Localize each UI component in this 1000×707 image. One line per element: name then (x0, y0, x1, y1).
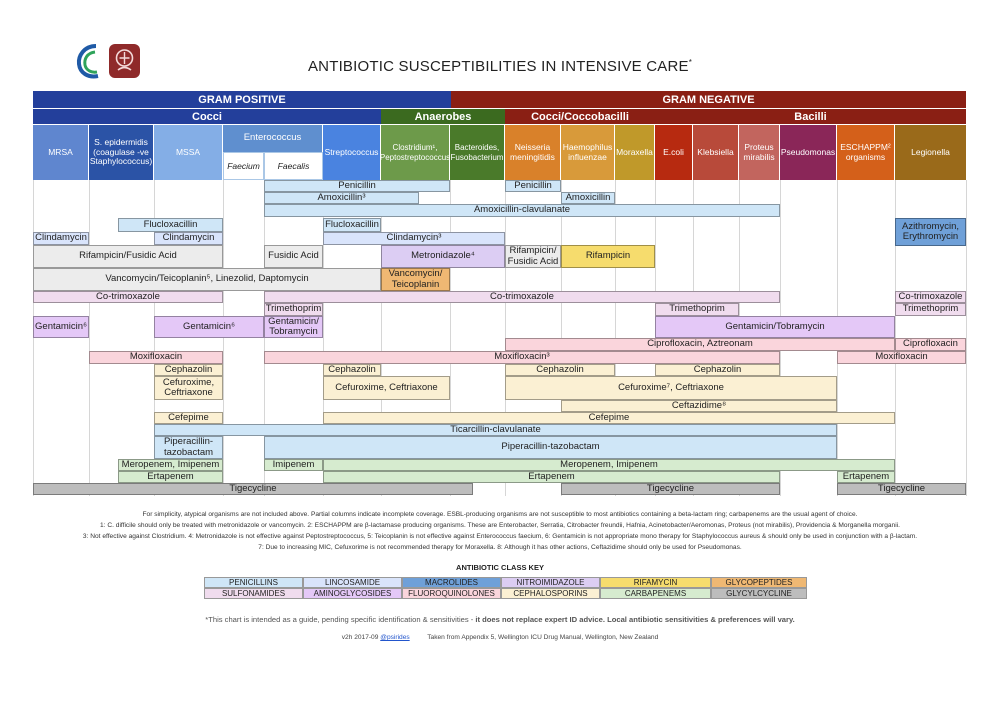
organism-pseudomonas: Pseudomonas (780, 125, 837, 180)
footnote-1-2: 1: C. difficile should only be treated with metronidazole or vancomycin. 2: ESCHAPPM are β-lactamase producing organisms. These are Enterobacter, Serratia, Citrobacter freundii, Hafnia, Acinetobacter/Aeromonas, Proteus (not mirabilis), Providencia & Morganella morganii. (100, 522, 900, 529)
key-macrolides: MACROLIDES (402, 577, 501, 588)
bar-rifampicin-fusidic-acid: Rifampicin/ Fusidic Acid (505, 245, 561, 268)
bar-meropenem-imipenem: Meropenem, Imipenem (323, 459, 895, 471)
bar-gentamicin: Gentamicin⁶ (154, 316, 264, 338)
bar-cephazolin: Cephazolin (154, 364, 223, 376)
organism-s-epidermidis: S. epidermidis (coagulase -ve Staphylococcus) (89, 125, 154, 180)
header-bacilli: Bacilli (655, 109, 966, 124)
organism-faecium: Faecium (223, 152, 264, 180)
bar-cefepime: Cefepime (323, 412, 895, 424)
bar-co-trimoxazole: Co-trimoxazole (895, 291, 966, 303)
organism-neisseria: Neisseria meningitidis (505, 125, 561, 180)
bar-cefuroxime-ceftriaxone: Cefuroxime, Ceftriaxone (323, 376, 450, 400)
bar-cephazolin: Cephazolin (655, 364, 780, 376)
organism-legionella: Legionella (895, 125, 966, 180)
key-cephalosporins: CEPHALOSPORINS (501, 588, 600, 599)
bar-cephazolin: Cephazolin (505, 364, 615, 376)
key-lincosamide: LINCOSAMIDE (303, 577, 402, 588)
organism-mrsa: MRSA (33, 125, 89, 180)
bar-moxifloxacin: Moxifloxacin (89, 351, 223, 364)
key-title: ANTIBIOTIC CLASS KEY (456, 563, 544, 572)
header-gram-positive: GRAM POSITIVE (33, 91, 451, 108)
header-cocci-positive: Cocci (33, 109, 381, 124)
bar-ertapenem: Ertapenem (118, 471, 223, 483)
grid-line (223, 180, 224, 496)
bar-piperacillin-tazobactam: Piperacillin-tazobactam (154, 436, 223, 459)
footnote-7-8: 7: Due to increasing MIC, Cefuxorime is not recommended therapy for Moraxella. 8: Although it has other actions, Ceftazidime should only be used for Pseudomonas. (258, 544, 742, 551)
bar-cefepime: Cefepime (154, 412, 223, 424)
bar-gentamicin-tobramycin: Gentamicin/Tobramycin (655, 316, 895, 338)
organism-clostridium: Clostridium¹, Peptostreptococcus (381, 125, 450, 180)
bar-ciprofloxacin-aztreonam: Ciprofloxacin, Aztreonam (505, 338, 895, 351)
grid-line (89, 180, 90, 496)
version-label: v2h 2017-09 (341, 634, 379, 641)
bar-azithromycin-erythromycin: Azithromycin, Erythromycin (895, 218, 966, 246)
organism-eschappm: ESCHAPPM² organisms (837, 125, 895, 180)
source-label: Taken from Appendix 5, Wellington ICU Drug Manual, Wellington, New Zealand (427, 634, 659, 641)
bar-gentamicin: Gentamicin⁶ (33, 316, 89, 338)
bar-flucloxacillin: Flucloxacillin (323, 218, 381, 232)
key-glycylcycline: GLYCYLCYCLINE (711, 588, 807, 599)
organism-ecoli: E.coli (655, 125, 693, 180)
key-penicillins: PENICILLINS (204, 577, 303, 588)
bar-metronidazole: Metronidazole⁴ (381, 245, 505, 268)
bar-ticarcillin-clavulanate: Ticarcillin-clavulanate (154, 424, 837, 436)
bar-piperacillin-tazobactam: Piperacillin-tazobactam (264, 436, 837, 459)
organism-mssa: MSSA (154, 125, 223, 180)
bar-amoxicillin: Amoxicillin³ (264, 192, 419, 204)
bar-imipenem: Imipenem (264, 459, 323, 471)
bar-rifampicin: Rifampicin (561, 245, 655, 268)
key-nitroimidazole: NITROIMIDAZOLE (501, 577, 600, 588)
header-gram-negative: GRAM NEGATIVE (451, 91, 966, 108)
bar-meropenem-imipenem: Meropenem, Imipenem (118, 459, 223, 471)
bar-tigecycline: Tigecycline (561, 483, 780, 495)
bar-gentamicin-tobramycin: Gentamicin/ Tobramycin (264, 316, 323, 338)
bar-clindamycin: Clindamycin (33, 232, 89, 245)
bar-penicillin: Penicillin (264, 180, 450, 192)
bar-co-trimoxazole: Co-trimoxazole (264, 291, 780, 303)
organism-faecalis: Faecalis (264, 152, 323, 180)
bar-clindamycin: Clindamycin³ (323, 232, 505, 245)
header-cocci-coccobacilli: Cocci/Coccobacilli (505, 109, 655, 124)
key-glycopeptides: GLYCOPEPTIDES (711, 577, 807, 588)
bar-cefuroxime-ceftriaxone: Cefuroxime⁷, Ceftriaxone (505, 376, 837, 400)
bar-cefuroxime-ceftriaxone: Cefuroxime, Ceftriaxone (154, 376, 223, 400)
bar-ertapenem: Ertapenem (323, 471, 780, 483)
bar-cephazolin: Cephazolin (323, 364, 381, 376)
organism-bacteroides: Bacteroides, Fusobacterium (450, 125, 505, 180)
disclaimer-bold: it does not replace expert ID advice. Local antibiotic sensitivities & preferences will vary. (475, 615, 795, 624)
bar-clindamycin: Clindamycin (154, 232, 223, 245)
footnote-general: For simplicity, atypical organisms are not included above. Partial columns indicate incomplete coverage. ESBL-producing organisms are not susceptible to most antibiotics containing a beta-lactam ring; carbapenems are the usual agent of choice. (142, 511, 858, 518)
bar-vancomycin-teicoplanin-linezolid: Vancomycin/Teicoplanin⁵, Linezolid, Daptomycin (33, 268, 381, 291)
header-anaerobes: Anaerobes (381, 109, 505, 124)
bar-trimethoprim: Trimethoprim (265, 303, 322, 315)
bar-moxifloxacin: Moxifloxacin (837, 351, 966, 364)
organism-moraxella: Moraxella (615, 125, 655, 180)
bar-ceftazidime: Ceftazidime⁸ (561, 400, 837, 412)
bar-co-trimoxazole: Co-trimoxazole (33, 291, 223, 303)
bar-trimethoprim: Trimethoprim (895, 303, 966, 316)
disclaimer: *This chart is intended as a guide, pending specific identification & sensitivities - it does not replace expert ID advice. Local antibiotic sensitivities & preferences will vary. (205, 615, 795, 624)
grid-line (966, 180, 967, 496)
organism-klebsiella: Klebsiella (693, 125, 739, 180)
bar-rifampicin-fusidic-acid: Rifampicin/Fusidic Acid (33, 245, 223, 268)
bar-tigecycline: Tigecycline (837, 483, 966, 495)
organism-proteus: Proteus mirabilis (739, 125, 780, 180)
bar-tigecycline: Tigecycline (33, 483, 473, 495)
key-fluoroquinolones: FLUOROQUINOLONES (402, 588, 501, 599)
bar-flucloxacillin: Flucloxacillin (118, 218, 223, 232)
footnote-3-6: 3: Not effective against Clostridium. 4: Metronidazole is not effective against Peptostreptococcus, 5: Teicoplanin is not effective against Enterococcus faecium, 6: Gentamicin is not appropriate mono therapy for Staphylococcus aureus & should only be used in conjunction with a β-lactam. (82, 533, 918, 540)
key-aminoglycosides: AMINOGLYCOSIDES (303, 588, 402, 599)
bar-vancomycin-teicoplanin: Vancomycin/ Teicoplanin (381, 268, 450, 291)
bar-penicillin: Penicillin (505, 180, 561, 192)
bar-amoxicillin: Amoxicillin (561, 192, 615, 204)
bar-ertapenem: Ertapenem (837, 471, 895, 483)
organism-enterococcus: Enterococcus (223, 125, 323, 152)
author-link[interactable]: @psirides (380, 634, 410, 641)
key-sulfonamides: SULFONAMIDES (204, 588, 303, 599)
bar-ciprofloxacin: Ciprofloxacin (895, 338, 966, 351)
organism-streptococcus: Streptococcus (323, 125, 381, 180)
key-rifamycin: RIFAMYCIN (600, 577, 711, 588)
bar-amoxicillin-clavulanate: Amoxicillin-clavulanate (264, 204, 780, 217)
organism-haemophilus: Haemophilus influenzae (561, 125, 615, 180)
grid-line (33, 180, 34, 496)
bar-moxifloxacin: Moxifloxacin³ (264, 351, 780, 364)
bar-trimethoprim: Trimethoprim (655, 303, 739, 316)
bar-fusidic-acid: Fusidic Acid (264, 245, 323, 268)
key-carbapenems: CARBAPENEMS (600, 588, 711, 599)
page-title: ANTIBIOTIC SUSCEPTIBILITIES IN INTENSIVE CARE* (307, 58, 693, 75)
credit-line (0, 634, 1000, 641)
